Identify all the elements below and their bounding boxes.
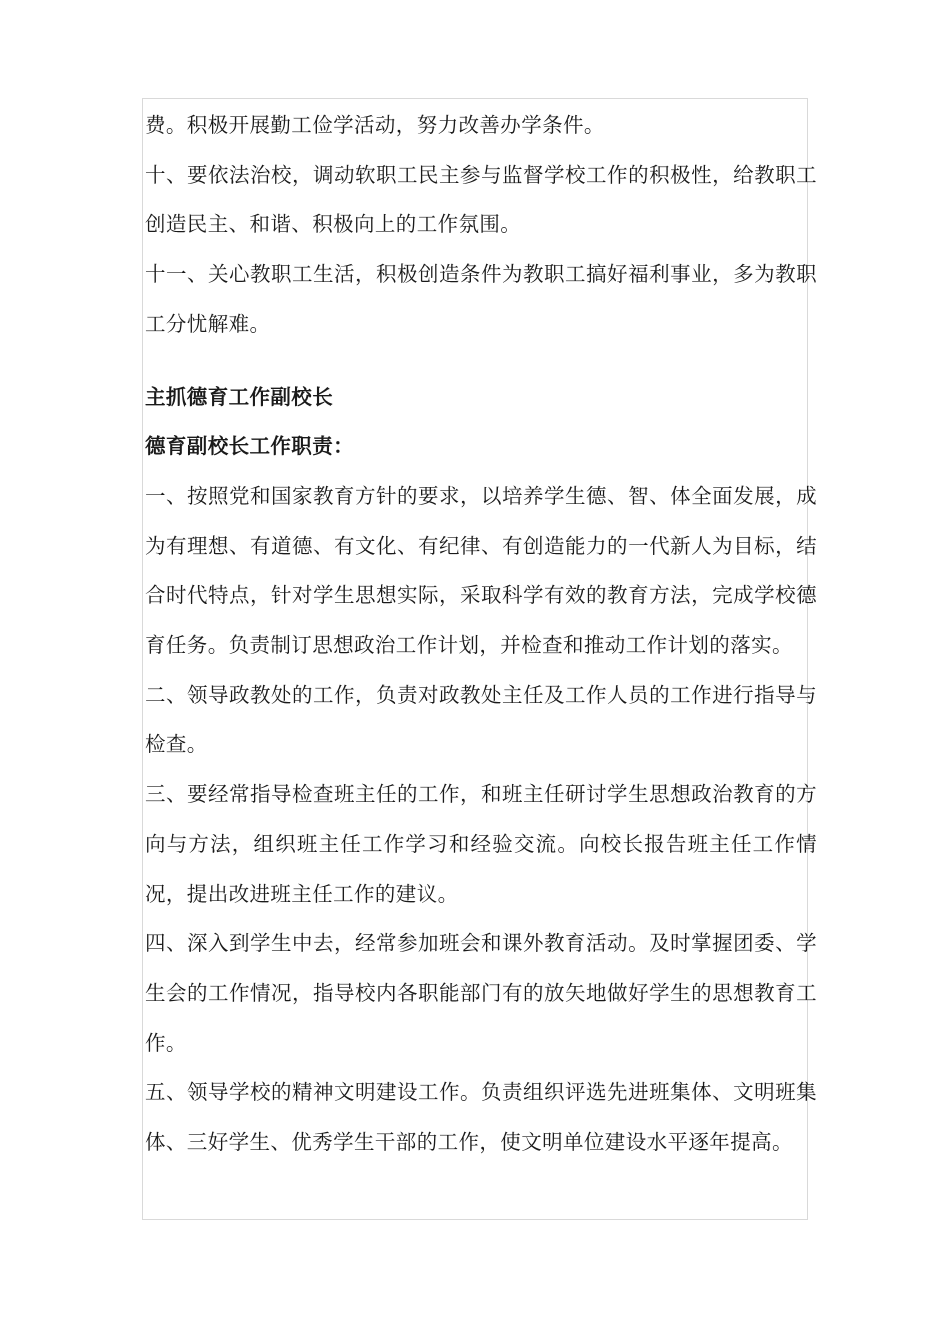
document-body xyxy=(145,101,817,1168)
subheading-duties: 德育副校长工作职责： xyxy=(145,434,354,459)
section-heading-vice-principal: 主抓德育工作副校长 xyxy=(145,384,334,409)
paragraph-duty-1: 一、按照党和国家教育方针的要求，以培养学生德、智、体全面发展，成为有理想、有道德、有文化、有纪律、有创造能力的一代新人为目标，结合时代特点，针对学生思想实际，采取科学有效的教育方法，完成学校德育任务。负责制订思想政治工作计划，并检查和推动工作计划的落实。 xyxy=(145,483,817,658)
paragraph-item-10: 十、要依法治校，调动软职工民主参与监督学校工作的积极性，给教职工创造民主、和谐、积极向上的工作氛围。 xyxy=(145,162,817,237)
paragraph-item-11: 十一、关心教职工生活，积极创造条件为教职工搞好福利事业，多为教职工分忧解难。 xyxy=(145,262,817,336)
paragraph-duty-3: 三、要经常指导检查班主任的工作，和班主任研讨学生思想政治教育的方向与方法，组织班主任工作学习和经验交流。向校长报告班主任工作情况，提出改进班主任工作的建议。 xyxy=(145,782,817,906)
paragraph-fee-continuation: 费。积极开展勤工俭学活动，努力改善办学条件。 xyxy=(145,113,605,137)
paragraph-duty-2: 二、领导政教处的工作，负责对政教处主任及工作人员的工作进行指导与检查。 xyxy=(145,682,817,757)
paragraph-duty-5: 五、领导学校的精神文明建设工作。负责组织评选先进班集体、文明班集体、三好学生、优秀学生干部的工作，使文明单位建设水平逐年提高。 xyxy=(145,1080,817,1155)
paragraph-duty-4: 四、深入到学生中去，经常参加班会和课外教育活动。及时掌握团委、学生会的工作情况，指导校内各职能部门有的放矢地做好学生的思想教育工作。 xyxy=(145,931,817,1055)
